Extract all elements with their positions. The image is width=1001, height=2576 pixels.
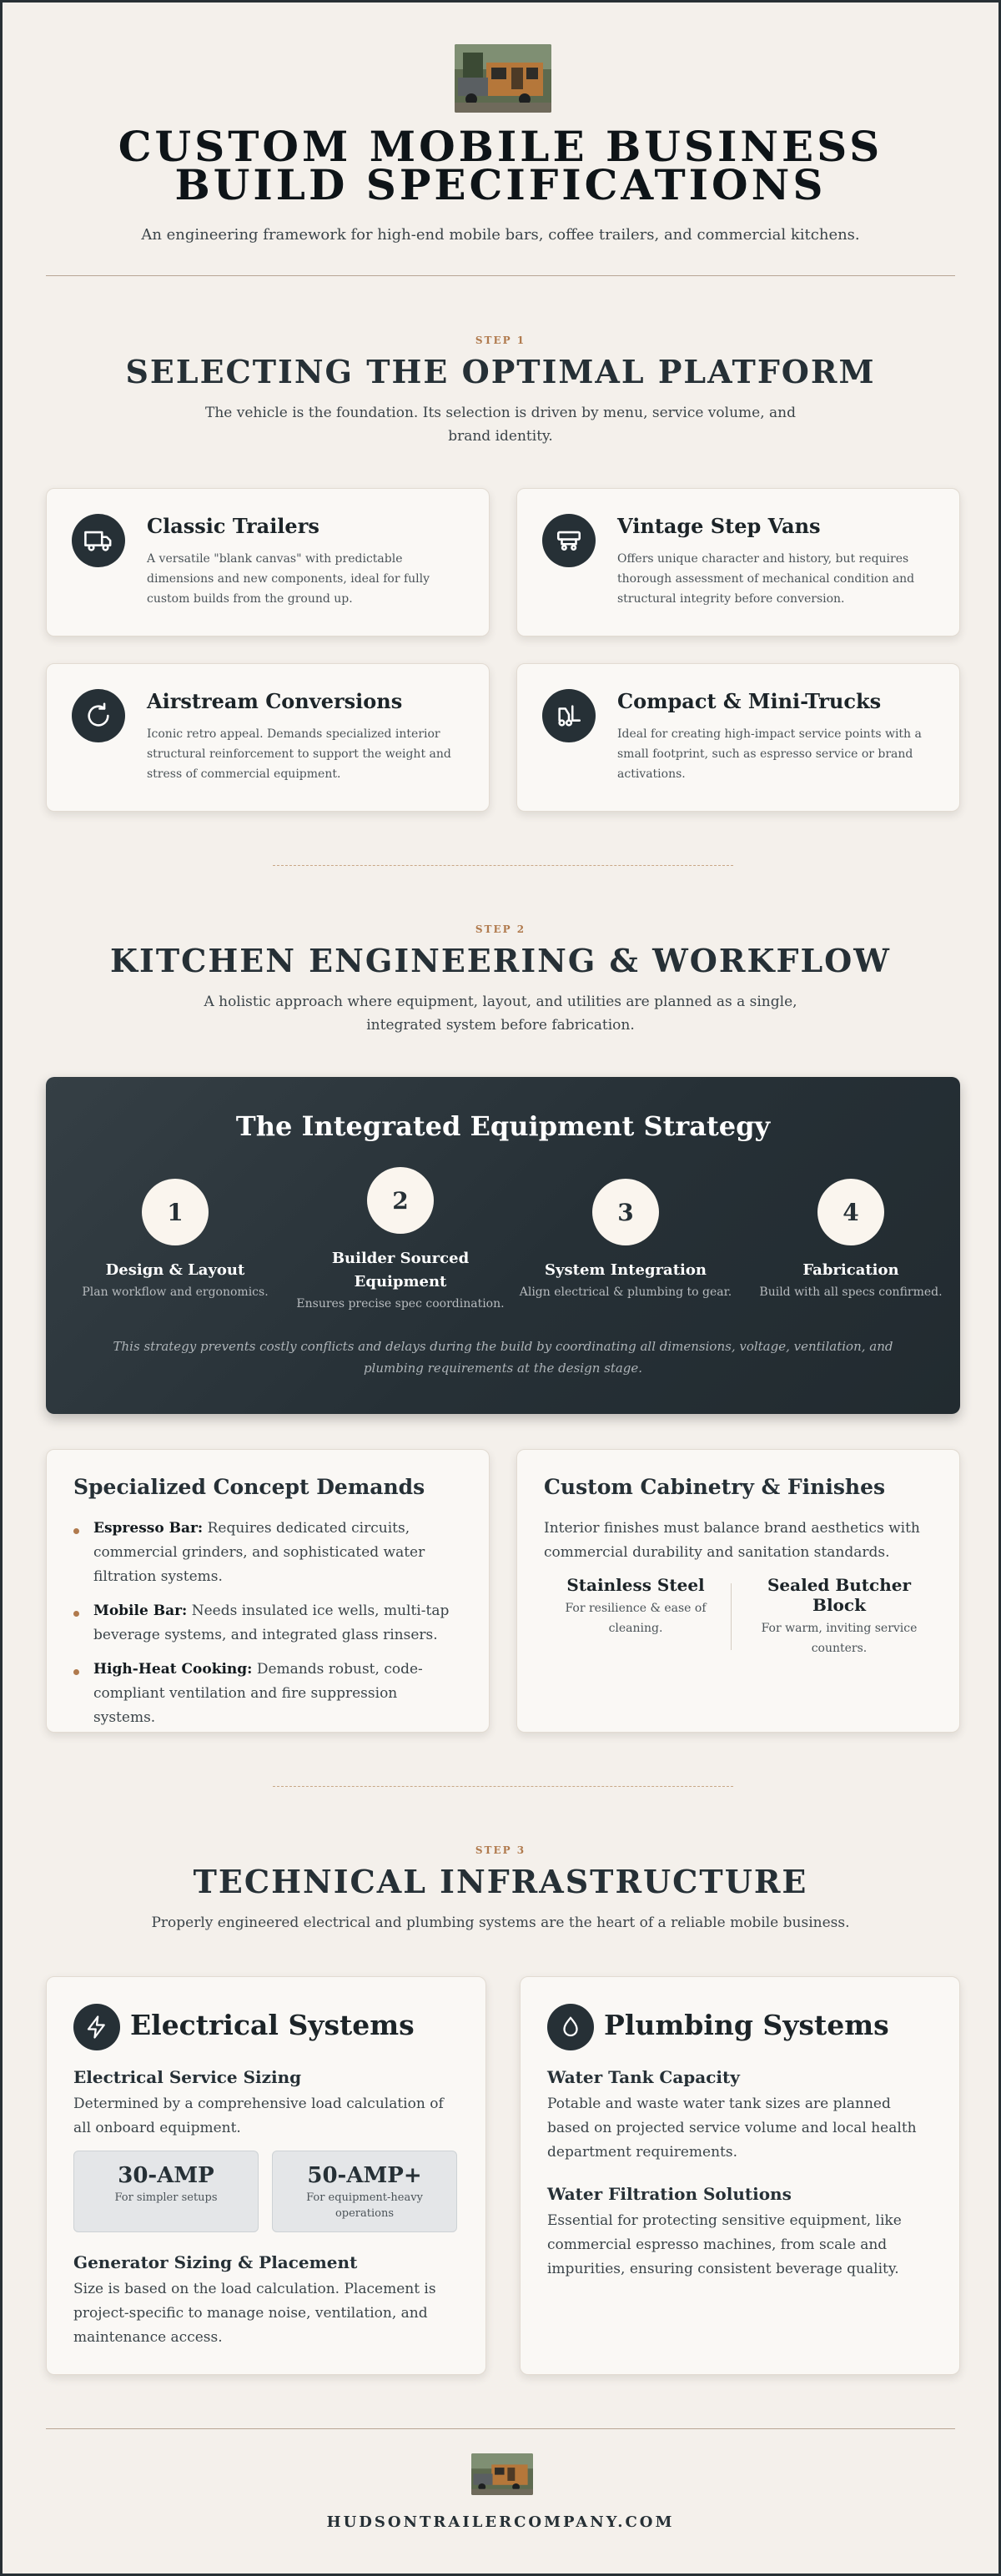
generator-text: Size is based on the load calculation. Placement is project-specific to manage noise, ventilation, and maintenance access. [73, 2281, 436, 2346]
van-icon [542, 514, 596, 567]
plumbing-card [520, 1976, 960, 2375]
header-divider [46, 275, 955, 276]
step3-title: TECHNICAL INFRASTRUCTURE [193, 1863, 808, 1900]
platform-card-compact-mini-trucks [516, 663, 960, 812]
step-number: 1 [142, 1179, 209, 1245]
amp-value: 30-AMP [118, 2163, 214, 2188]
section-divider [273, 1786, 733, 1787]
truck-icon [72, 514, 125, 567]
strategy-step [513, 1179, 738, 1301]
strategy-step [738, 1179, 963, 1301]
step2-title: KITCHEN ENGINEERING & WORKFLOW [110, 942, 891, 979]
step3-subtitle: Properly engineered electrical and plumbing systems are the heart of a reliable mobile business. [151, 1914, 850, 1931]
platform-card-classic-trailers [46, 488, 490, 636]
step1-label: STEP 1 [475, 335, 526, 346]
step-number: 2 [367, 1167, 434, 1234]
cabinetry-intro: Interior finishes must balance brand aesthetics with commercial durability and sanitation standards. [544, 1520, 920, 1561]
forklift-icon [542, 689, 596, 742]
strategy-step [288, 1167, 513, 1312]
water-tank-text: Potable and waste water tank sizes are planned based on projected service volume and local health department requirements. [547, 2096, 917, 2161]
concept-demands-card [46, 1449, 490, 1733]
platform-desc: Ideal for creating high-impact service points with a small footprint, such as espresso service or brand activations. [617, 727, 922, 781]
concept-term: High-Heat Cooking: [93, 1661, 253, 1678]
section-divider [273, 865, 733, 866]
platform-title: Compact & Mini-Trucks [617, 689, 882, 713]
step-name: System Integration [545, 1261, 707, 1279]
finish-divider [731, 1583, 732, 1650]
header-trailer-image [455, 44, 551, 113]
electrical-sizing-text: Determined by a comprehensive load calculation of all onboard equipment. [73, 2096, 444, 2136]
step-note: Ensures precise spec coordination. [296, 1297, 505, 1311]
bolt-icon [73, 2004, 120, 2050]
list-item [70, 1599, 455, 1648]
finish-option [544, 1575, 727, 1638]
platform-title: Vintage Step Vans [617, 514, 821, 538]
electrical-title: Electrical Systems [130, 2009, 415, 2041]
concept-demands-title: Specialized Concept Demands [73, 1475, 425, 1499]
water-drop-icon [547, 2004, 594, 2050]
filtration-heading: Water Filtration Solutions [547, 2184, 792, 2204]
concept-list [70, 1517, 455, 1740]
platform-desc: Offers unique character and history, but requires thorough assessment of mechanical condition and structural integrity before conversion. [617, 552, 915, 606]
footer-trailer-image [471, 2453, 533, 2495]
step-note: Build with all specs confirmed. [759, 1285, 943, 1299]
cabinetry-title: Custom Cabinetry & Finishes [544, 1475, 886, 1499]
step-number: 4 [817, 1179, 884, 1245]
footer-divider [46, 2428, 955, 2429]
concept-term: Mobile Bar: [93, 1602, 188, 1619]
strategy-note: This strategy prevents costly conflicts and delays during the build by coordinating all dimensions, voltage, ventilation, and plumbing requirements at the design stage. [113, 1339, 893, 1376]
finish-name: Sealed Butcher Block [767, 1575, 912, 1615]
electrical-sizing-heading: Electrical Service Sizing [73, 2067, 302, 2087]
amp-label: For simpler setups [114, 2191, 218, 2204]
generator-heading: Generator Sizing & Placement [73, 2252, 358, 2272]
page-title: CUSTOM MOBILE BUSINESS BUILD SPECIFICATIONS [118, 122, 883, 209]
concept-text: Requires dedicated circuits, commercial grinders, and sophisticated water filtration systems. [93, 1520, 425, 1585]
step-note: Align electrical & plumbing to gear. [519, 1285, 732, 1299]
step2-subtitle: A holistic approach where equipment, layout, and utilities are planned as a single, integrated system before fabrication. [204, 994, 797, 1034]
step3-label: STEP 3 [475, 1844, 526, 1856]
cabinetry-card [516, 1449, 960, 1733]
step-note: Plan workflow and ergonomics. [82, 1285, 269, 1299]
strategy-step [63, 1179, 288, 1301]
page-subtitle: An engineering framework for high-end mobile bars, coffee trailers, and commercial kitchens. [141, 226, 860, 244]
concept-text: Needs insulated ice wells, multi-tap beverage systems, and integrated glass rinsers. [93, 1602, 450, 1643]
step2-label: STEP 2 [475, 923, 526, 935]
amp-value: 50-AMP+ [307, 2163, 422, 2188]
platform-title: Airstream Conversions [147, 689, 403, 713]
finish-name: Stainless Steel [566, 1575, 705, 1595]
water-tank-heading: Water Tank Capacity [547, 2067, 740, 2087]
bullet-dot [73, 1611, 79, 1617]
step-number: 3 [592, 1179, 659, 1245]
platform-card-vintage-step-vans [516, 488, 960, 636]
platform-title: Classic Trailers [147, 514, 319, 538]
finish-desc: For resilience & ease of cleaning. [565, 1602, 707, 1635]
step-name: Fabrication [802, 1261, 899, 1279]
platform-desc: Iconic retro appeal. Demands specialized interior structural reinforcement to support the weight and stress of commercial equipment. [147, 727, 451, 781]
step1-subtitle: The vehicle is the foundation. Its selection is driven by menu, service volume, and brand identity. [205, 405, 796, 445]
step1-title: SELECTING THE OPTIMAL PLATFORM [125, 353, 876, 390]
refresh-icon [72, 689, 125, 742]
list-item [70, 1517, 455, 1589]
platform-card-airstream-conversions [46, 663, 490, 812]
finish-desc: For warm, inviting service counters. [761, 1622, 918, 1655]
strategy-title: The Integrated Equipment Strategy [235, 1110, 771, 1142]
integrated-strategy-panel [46, 1077, 960, 1414]
platform-desc: A versatile "blank canvas" with predictable dimensions and new components, ideal for fully custom builds from the ground up. [147, 552, 430, 606]
concept-term: Espresso Bar: [93, 1520, 204, 1537]
filtration-text: Essential for protecting sensitive equipment, like commercial espresso machines, from scale and impurities, ensuring consistent beverage quality. [547, 2212, 902, 2277]
footer-website-link[interactable]: HUDSONTRAILERCOMPANY.COM [326, 2513, 675, 2531]
bullet-dot [73, 1528, 79, 1534]
step-name: Design & Layout [105, 1261, 245, 1279]
amp-option-30 [73, 2151, 259, 2232]
amp-label: For equipment-heavy operations [306, 2191, 423, 2220]
plumbing-title: Plumbing Systems [604, 2009, 889, 2041]
amp-option-50 [272, 2151, 457, 2232]
list-item [70, 1658, 455, 1730]
concept-text: Demands robust, code-compliant ventilation and fire suppression systems. [93, 1661, 423, 1726]
bullet-dot [73, 1669, 79, 1675]
finish-option [739, 1575, 939, 1658]
electrical-card [46, 1976, 486, 2375]
step-name: Builder Sourced Equipment [331, 1250, 470, 1291]
